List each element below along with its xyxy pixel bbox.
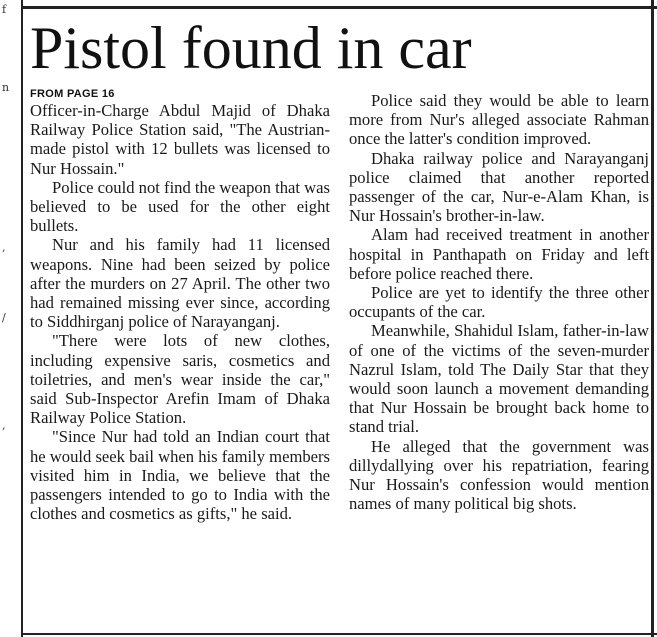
bottom-rule	[23, 633, 657, 635]
left-column	[30, 88, 330, 523]
paragraph: Police said they would be able to learn more from Nur's alleged associate Rahman once the latter's condition improved.	[349, 91, 649, 149]
right-column	[349, 91, 649, 513]
paragraph: Officer-in-Charge Abdul Majid of Dhaka Railway Police Station said, "The Austrian-made pistol with 12 bullets was licensed to Nur Hossain."	[30, 101, 330, 178]
paragraph: He alleged that the government was dillydallying over his repatriation, fearing Nur Hossain's confession would mention names of many political big shots.	[349, 436, 649, 514]
margin-fragment: f	[2, 3, 7, 16]
paragraph: Alam had received treatment in another hospital in Panthapath on Friday and left before police reached there.	[349, 225, 649, 283]
margin-fragment: n	[2, 81, 10, 94]
column-divider-right	[651, 0, 654, 637]
paragraph: "Since Nur had told an Indian court that he would seek bail when his family members visited him in India, we believe that the passengers intended to go to India with the clothes and cosmetics as gifts," he said.	[30, 427, 331, 524]
column-divider-left	[21, 0, 23, 637]
continuation-label: FROM PAGE 16	[30, 88, 115, 100]
paragraph: Police are yet to identify the three other occupants of the car.	[349, 283, 649, 322]
paragraph: Police could not find the weapon that was believed to be used for the other eight bullets.	[30, 177, 330, 236]
paragraph: Dhaka railway police and Narayanganj police claimed that another reported passenger of the car, Nur-e-Alam Khan, is Nur Hossain's brother-in-law.	[349, 148, 649, 226]
paragraph: Nur and his family had 11 licensed weapons. Nine had been seized by police after the murders on 27 April. The other two had remained missing ever since, according to Siddhirganj police of Narayanganj.	[30, 235, 330, 332]
paragraph: Meanwhile, Shahidul Islam, father-in-law of one of the victims of the seven-murder Nazrul Islam, told The Daily Star that they would soon launch a movement demanding that Nur Hossain be brought back home to stand trial.	[349, 321, 649, 437]
adjacent-article-margin	[0, 0, 20, 637]
margin-fragment: /	[2, 311, 6, 324]
margin-fragment: ,	[2, 241, 6, 254]
margin-fragment: ,	[2, 419, 6, 432]
paragraph: "There were lots of new clothes, including expensive saris, cosmetics and toiletries, and men's wear inside the car," said Sub-Inspector Arefin Imam of Dhaka Railway Police Station.	[30, 331, 330, 428]
top-rule	[23, 6, 657, 9]
headline: Pistol found in car	[30, 15, 472, 81]
